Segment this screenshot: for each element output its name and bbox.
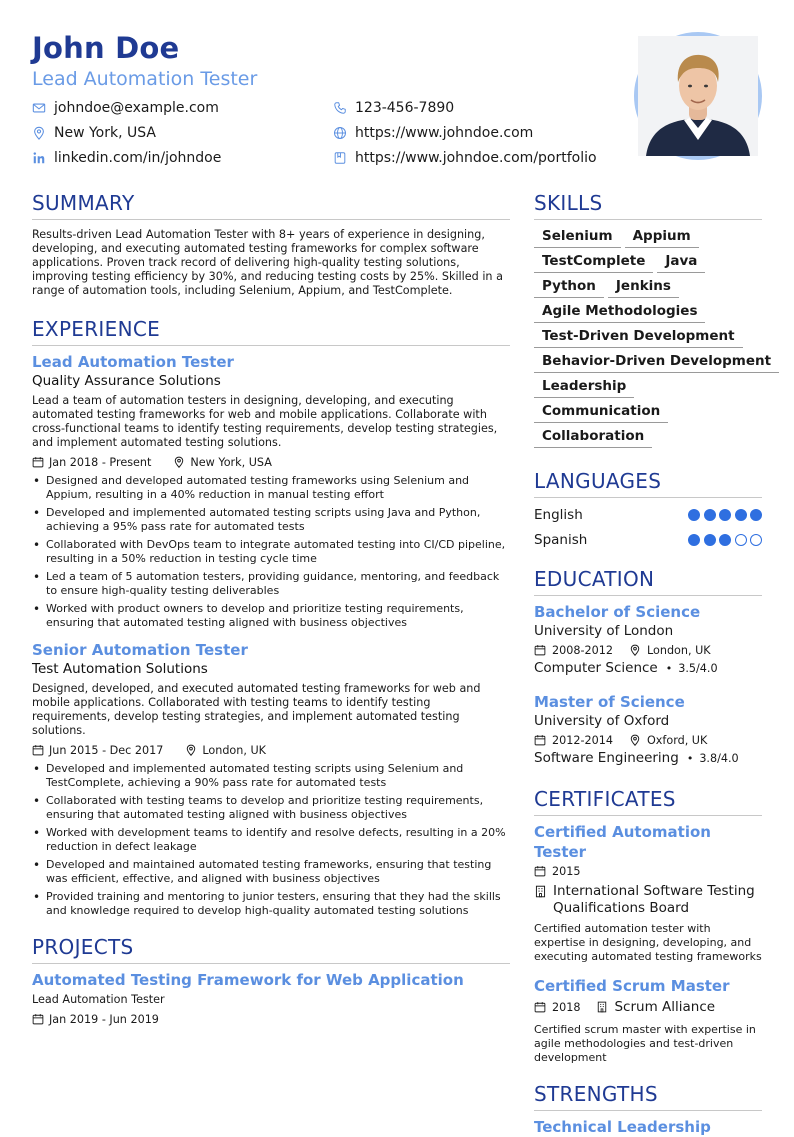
projects-section: [32, 934, 510, 1027]
level-dot-filled: [688, 509, 700, 521]
field-of-study: Computer Science: [534, 660, 658, 676]
portfolio-text: https://www.johndoe.com/portfolio: [355, 150, 597, 166]
contact-email[interactable]: [32, 100, 219, 116]
education-section: [534, 566, 762, 768]
calendar-icon: [534, 865, 546, 877]
section-title: PROJECTS: [32, 934, 510, 964]
skill-tag: Java: [657, 251, 705, 273]
section-title: SUMMARY: [32, 190, 510, 220]
job-title: Lead Automation Tester: [32, 353, 234, 371]
email-text: johndoe@example.com: [54, 100, 219, 116]
certificate-issuer: [534, 883, 762, 917]
mail-icon: [32, 101, 46, 115]
section-title: CERTIFICATES: [534, 786, 762, 816]
left-column: [32, 190, 510, 1027]
location-pin-icon: [629, 644, 641, 656]
level-dot-filled: [704, 509, 716, 521]
job-bullet: • Led a team of 5 automation testers, providing guidance, mentoring, and feedback to ensure high-quality testing deliverables: [32, 570, 510, 598]
skill-tag: Selenium: [534, 226, 621, 248]
job-dates: Jan 2018 - Present: [49, 455, 152, 469]
job-entry: [32, 640, 510, 918]
language-name: Spanish: [534, 531, 588, 548]
skill-tag: Jenkins: [608, 276, 679, 298]
project-meta: [32, 1011, 510, 1027]
project-title: Automated Testing Framework for Web Application: [32, 971, 464, 989]
strengths-section: [534, 1081, 762, 1137]
degree-title: Master of Science: [534, 693, 685, 711]
languages-section: [534, 468, 762, 552]
location-pin-icon: [173, 456, 185, 468]
website-text: https://www.johndoe.com: [355, 125, 534, 141]
project-dates: Jan 2019 - Jun 2019: [49, 1012, 159, 1026]
contact-website[interactable]: [333, 125, 533, 141]
job-meta: [32, 742, 510, 758]
job-bullet: • Worked with product owners to develop and prioritize testing requirements, ensuring that automated testing aligned with business objectives: [32, 602, 510, 630]
job-bullet: • Developed and implemented automated testing scripts using Selenium and TestComplete, achieving a 90% pass rate for automated tests: [32, 762, 510, 790]
issuer-name: Scrum Alliance: [614, 999, 716, 1015]
language-row: [534, 502, 762, 527]
issuer-name: International Software Testing Qualifications Board: [553, 883, 755, 916]
calendar-icon: [32, 1013, 44, 1025]
gpa: 3.8/4.0: [699, 752, 739, 765]
level-dot-filled: [735, 509, 747, 521]
certificate-title: Certified Scrum Master: [534, 977, 730, 995]
contact-phone[interactable]: [333, 100, 454, 116]
building-icon: [534, 885, 547, 898]
location-pin-icon: [629, 734, 641, 746]
experience-section: [32, 316, 510, 918]
language-level: [688, 509, 762, 521]
job-location: New York, USA: [190, 455, 272, 469]
calendar-icon: [32, 744, 44, 756]
gpa: 3.5/4.0: [678, 662, 718, 675]
skills-section: [534, 190, 772, 451]
skill-tag: Agile Methodologies: [534, 301, 705, 323]
degree-title: Bachelor of Science: [534, 603, 701, 621]
linkedin-text: linkedin.com/in/johndoe: [54, 150, 222, 166]
job-company: Quality Assurance Solutions: [32, 373, 221, 389]
job-bullet: • Provided training and mentoring to junior testers, ensuring that they had the skills and knowledge required to develop high-quality automated testing solutions: [32, 890, 510, 918]
level-dot-filled: [750, 509, 762, 521]
skill-tag: Behavior-Driven Development: [534, 351, 779, 373]
job-dates: Jun 2015 - Dec 2017: [49, 743, 164, 757]
job-bullet: • Collaborated with DevOps team to integrate automated testing into CI/CD pipeline, resulting in a 50% reduction in testing cycle time: [32, 538, 510, 566]
education-field: Software Engineering • 3.8/4.0: [534, 750, 739, 766]
certificate-meta: [534, 996, 762, 1018]
education-location: Oxford, UK: [646, 733, 708, 747]
education-meta: [534, 641, 762, 659]
contact-portfolio[interactable]: [333, 150, 597, 166]
job-bullet: • Developed and implemented automated testing scripts using Java and Python, achieving a 95% pass rate for automated tests: [32, 506, 510, 534]
phone-text: 123-456-7890: [355, 100, 455, 116]
job-bullet: • Designed and developed automated testing frameworks using Selenium and Appium, resulting in a 40% reduction in manual testing effort: [32, 474, 510, 502]
level-dot-empty: [735, 534, 747, 546]
location-text: New York, USA: [54, 125, 156, 141]
level-dot-filled: [719, 509, 731, 521]
education-entry: [534, 692, 762, 768]
section-title: STRENGTHS: [534, 1081, 762, 1111]
job-entry: [32, 352, 510, 630]
skill-tag: Test-Driven Development: [534, 326, 743, 348]
summary-text: Results-driven Lead Automation Tester with 8+ years of experience in designing, developing, and executing automated testing frameworks for complex software applications. Proven track record of delivering high-quality testing solutions, improving testing efficiency by 30%, and reducing testing costs by 25%. Skilled in a range of automation tools, including Selenium, Appium, and TestComplete.: [32, 228, 503, 297]
project-role: Lead Automation Tester: [32, 993, 165, 1006]
resume-header: [32, 30, 632, 92]
globe-icon: [333, 126, 347, 140]
education-dates: 2008-2012: [552, 643, 613, 657]
certificate-entry: [534, 976, 762, 1065]
certificate-year: 2015: [552, 864, 581, 878]
certificate-year: 2018: [552, 1000, 581, 1014]
job-title: Senior Automation Tester: [32, 641, 248, 659]
skill-tag: Leadership: [534, 376, 634, 398]
section-title: SKILLS: [534, 190, 762, 220]
calendar-icon: [534, 644, 546, 656]
skill-tag: Python: [534, 276, 604, 298]
language-name: English: [534, 506, 583, 523]
certificates-section: [534, 786, 762, 1065]
job-bullet: • Collaborated with testing teams to develop and prioritize testing requirements, ensuring that automated testing aligned with business objectives: [32, 794, 510, 822]
level-dot-empty: [750, 534, 762, 546]
building-icon: [596, 1001, 608, 1013]
section-title: EDUCATION: [534, 566, 762, 596]
job-bullet: • Developed and maintained automated testing frameworks, ensuring that testing was efficient, effective, and aligned with business objectives: [32, 858, 510, 886]
contact-location: [32, 125, 156, 141]
language-level: [688, 534, 762, 546]
skill-tag: Appium: [625, 226, 699, 248]
portfolio-icon: [333, 151, 347, 165]
level-dot-filled: [688, 534, 700, 546]
candidate-name: John Doe: [32, 31, 180, 65]
job-bullets: [32, 474, 510, 630]
certificate-entry: [534, 822, 762, 964]
strength-item: Technical Leadership: [534, 1118, 711, 1136]
skill-tag: Collaboration: [534, 426, 652, 448]
linkedin-icon: [32, 151, 46, 165]
education-dates: 2012-2014: [552, 733, 613, 747]
level-dot-filled: [704, 534, 716, 546]
section-title: EXPERIENCE: [32, 316, 510, 346]
job-meta: [32, 454, 510, 470]
level-dot-filled: [719, 534, 731, 546]
institution: University of Oxford: [534, 713, 670, 729]
skill-tag: Communication: [534, 401, 668, 423]
phone-icon: [333, 101, 347, 115]
certificate-description: Certified scrum master with expertise in agile methodologies and test-driven development: [534, 1023, 756, 1064]
candidate-role: Lead Automation Tester: [32, 68, 258, 90]
language-row: [534, 527, 762, 552]
job-location: London, UK: [202, 743, 266, 757]
job-description: Designed, developed, and executed automated testing frameworks for web and mobile applications. Collaborated with testing teams to identify testing requirements, develop testing strategies, and implement automated testing solutions.: [32, 682, 481, 737]
summary-section: [32, 190, 510, 298]
certificate-title: Certified Automation Tester: [534, 823, 711, 861]
education-entry: [534, 602, 762, 678]
education-meta: [534, 731, 762, 749]
certificate-description: Certified automation tester with expertise in designing, developing, and executing automated testing frameworks: [534, 922, 762, 963]
right-column: [534, 190, 772, 1137]
job-bullets: [32, 762, 510, 918]
certificate-meta: [534, 862, 762, 880]
skills-list: [534, 226, 772, 451]
contact-linkedin[interactable]: [32, 150, 221, 166]
calendar-icon: [32, 456, 44, 468]
job-bullet: • Worked with development teams to identify and resolve defects, resulting in a 20% reduction in defect leakage: [32, 826, 510, 854]
project-entry: [32, 970, 510, 1027]
job-company: Test Automation Solutions: [32, 661, 208, 677]
calendar-icon: [534, 1001, 546, 1013]
location-pin-icon: [185, 744, 197, 756]
section-title: LANGUAGES: [534, 468, 762, 498]
calendar-icon: [534, 734, 546, 746]
location-pin-icon: [32, 126, 46, 140]
job-description: Lead a team of automation testers in designing, developing, and executing automated testing frameworks for web and mobile applications. Collaborate with cross-functional teams to identify testing requirements, develop testing strategies, and implement automated testing solutions.: [32, 394, 498, 449]
institution: University of London: [534, 623, 674, 639]
profile-photo: [634, 32, 762, 160]
field-of-study: Software Engineering: [534, 750, 679, 766]
skill-tag: TestComplete: [534, 251, 653, 273]
education-location: London, UK: [646, 643, 711, 657]
education-field: Computer Science • 3.5/4.0: [534, 660, 718, 676]
